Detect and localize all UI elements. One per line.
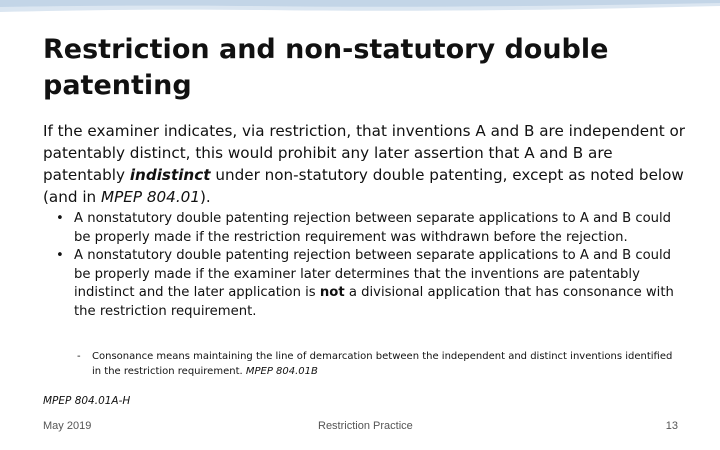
sub-bullet-text: Consonance means maintaining the line of demarcation between the independent and distinct inventions identified in the restriction requirement. bbox=[92, 351, 673, 377]
citation: MPEP 804.01A-H bbox=[43, 395, 131, 407]
bullet-strong-word: not bbox=[319, 285, 345, 300]
lead-reference: MPEP 804.01 bbox=[101, 188, 200, 206]
wave-band-graphic bbox=[0, 0, 720, 18]
bullet-item bbox=[56, 210, 681, 247]
lead-emphasis: indistinct bbox=[129, 166, 211, 184]
page-number: 13 bbox=[665, 420, 678, 432]
dash-bullet-icon: - bbox=[77, 351, 81, 362]
sub-bullet-reference: MPEP 804.01B bbox=[245, 365, 318, 377]
top-decorative-band bbox=[0, 0, 720, 18]
bullet-text-b: a divisional application that has consonance with the restriction requirement. bbox=[74, 285, 674, 319]
bullet-dot-icon: • bbox=[56, 248, 64, 263]
footer-date: May 2019 bbox=[43, 420, 92, 432]
bullet-text: A nonstatutory double patenting rejection between separate applications to A and B could be properly made if the restriction requirement was withdrawn before the rejection. bbox=[74, 211, 672, 245]
lead-paragraph bbox=[43, 120, 693, 208]
bullet-item bbox=[56, 247, 681, 321]
lead-text-part1: If the examiner indicates, via restriction, that inventions A and B are independent or patentably distinct, this would prohibit any later assertion that A and B are patentably bbox=[43, 122, 686, 184]
bullet-dot-icon: • bbox=[56, 211, 64, 226]
bullet-list bbox=[56, 210, 681, 321]
sub-bullet-list bbox=[77, 350, 677, 379]
footer-title: Restriction Practice bbox=[318, 420, 413, 432]
bullet-text-a: A nonstatutory double patenting rejection between separate applications to A and B could be properly made if the examiner later determines that the inventions are patentably indistinct and the later application is bbox=[74, 248, 672, 300]
sub-bullet-item bbox=[77, 350, 677, 379]
slide-title: Restriction and non-statutory double patenting bbox=[43, 34, 609, 101]
lead-text-part3: ). bbox=[200, 188, 211, 206]
lead-text-part2: under non-statutory double patenting, except as noted below (and in bbox=[43, 166, 684, 206]
